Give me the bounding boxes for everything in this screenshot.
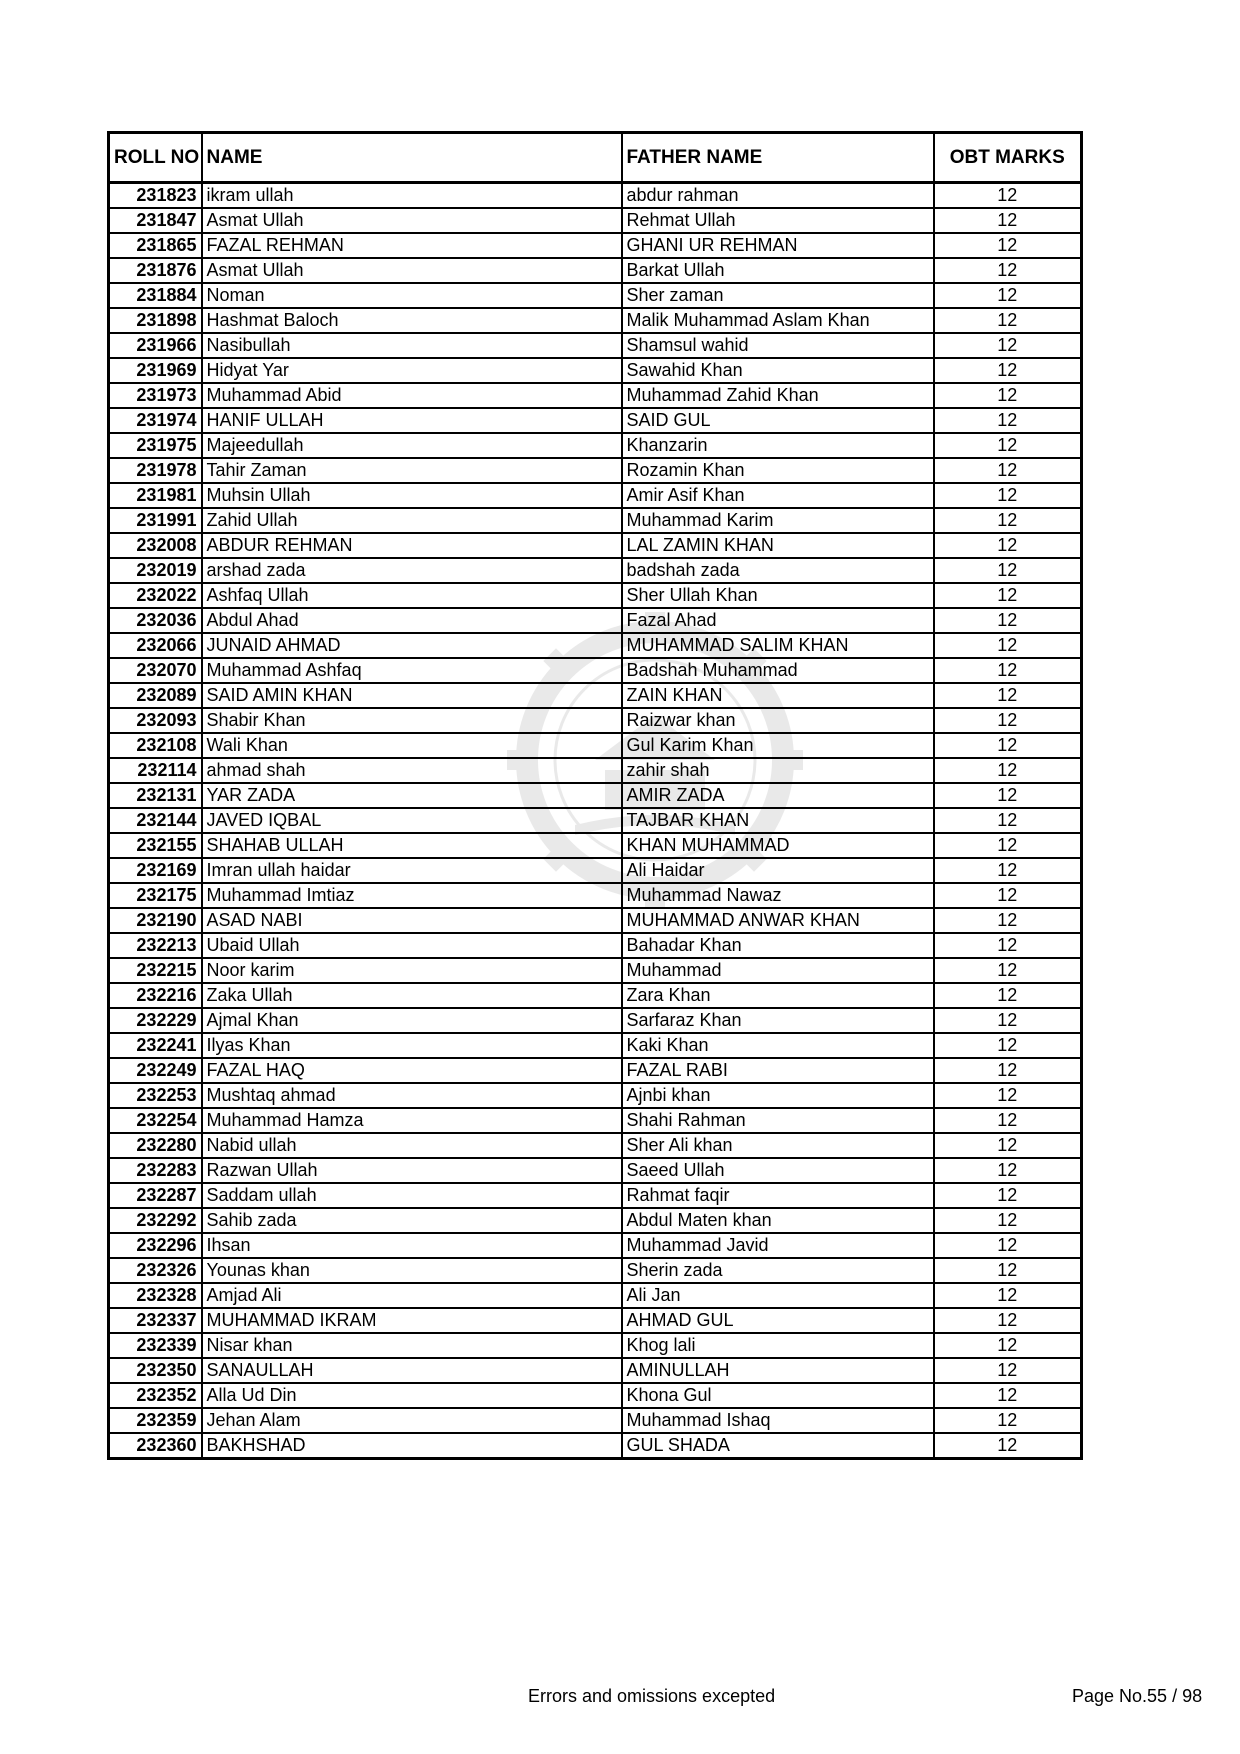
father-name-cell: Amir Asif Khan [622,483,934,508]
header-name: NAME [202,133,622,183]
father-name-cell: SAID GUL [622,408,934,433]
obt-marks-cell: 12 [934,883,1082,908]
obt-marks-cell: 12 [934,983,1082,1008]
table-row [109,658,1082,683]
header-obt-marks: OBT MARKS [934,133,1082,183]
obt-marks-cell: 12 [934,658,1082,683]
father-name-cell: AMINULLAH [622,1358,934,1383]
roll-no-cell: 231876 [109,258,202,283]
name-cell: Amjad Ali [202,1283,622,1308]
father-name-cell: MUHAMMAD ANWAR KHAN [622,908,934,933]
roll-no-cell: 232296 [109,1233,202,1258]
roll-no-cell: 231898 [109,308,202,333]
table-row [109,1233,1082,1258]
table-row [109,833,1082,858]
table-row [109,533,1082,558]
name-cell: FAZAL HAQ [202,1058,622,1083]
father-name-cell: Raizwar khan [622,708,934,733]
table-row [109,1133,1082,1158]
father-name-cell: Shahi Rahman [622,1108,934,1133]
father-name-cell: Rehmat Ullah [622,208,934,233]
obt-marks-cell: 12 [934,608,1082,633]
roll-no-cell: 231974 [109,408,202,433]
roll-no-cell: 232352 [109,1383,202,1408]
obt-marks-cell: 12 [934,708,1082,733]
roll-no-cell: 232283 [109,1158,202,1183]
name-cell: ASAD NABI [202,908,622,933]
roll-no-cell: 231975 [109,433,202,458]
name-cell: Zahid Ullah [202,508,622,533]
table-row [109,183,1082,209]
obt-marks-cell: 12 [934,1408,1082,1433]
roll-no-cell: 232326 [109,1258,202,1283]
roll-no-cell: 232114 [109,758,202,783]
father-name-cell: Muhammad Zahid Khan [622,383,934,408]
name-cell: Alla Ud Din [202,1383,622,1408]
roll-no-cell: 231847 [109,208,202,233]
table-row [109,433,1082,458]
name-cell: Nasibullah [202,333,622,358]
father-name-cell: MUHAMMAD SALIM KHAN [622,633,934,658]
roll-no-cell: 232108 [109,733,202,758]
header-father-name: FATHER NAME [622,133,934,183]
obt-marks-cell: 12 [934,1308,1082,1333]
table-row [109,1433,1082,1459]
obt-marks-cell: 12 [934,483,1082,508]
roll-no-cell: 232008 [109,533,202,558]
name-cell: Ilyas Khan [202,1033,622,1058]
father-name-cell: TAJBAR KHAN [622,808,934,833]
table-row [109,308,1082,333]
father-name-cell: AHMAD GUL [622,1308,934,1333]
table-row [109,1383,1082,1408]
name-cell: Younas khan [202,1258,622,1283]
table-row [109,983,1082,1008]
roll-no-cell: 231978 [109,458,202,483]
father-name-cell: Muhammad Karim [622,508,934,533]
obt-marks-cell: 12 [934,858,1082,883]
header-roll-no: ROLL NO [109,133,202,183]
father-name-cell: KHAN MUHAMMAD [622,833,934,858]
obt-marks-cell: 12 [934,558,1082,583]
father-name-cell: Kaki Khan [622,1033,934,1058]
results-table [107,131,1083,1460]
father-name-cell: Rozamin Khan [622,458,934,483]
obt-marks-cell: 12 [934,1208,1082,1233]
roll-no-cell: 232359 [109,1408,202,1433]
obt-marks-cell: 12 [934,683,1082,708]
name-cell: Shabir Khan [202,708,622,733]
father-name-cell: Sher Ullah Khan [622,583,934,608]
page-number: Page No.55 / 98 [1072,1686,1203,1706]
father-name-cell: Muhammad Nawaz [622,883,934,908]
obt-marks-cell: 12 [934,1183,1082,1208]
obt-marks-cell: 12 [934,733,1082,758]
name-cell: arshad zada [202,558,622,583]
name-cell: JUNAID AHMAD [202,633,622,658]
father-name-cell: Barkat Ullah [622,258,934,283]
father-name-cell: AMIR ZADA [622,783,934,808]
name-cell: Wali Khan [202,733,622,758]
table-row [109,208,1082,233]
obt-marks-cell: 12 [934,383,1082,408]
father-name-cell: zahir shah [622,758,934,783]
father-name-cell: Ajnbi khan [622,1083,934,1108]
father-name-cell: Sawahid Khan [622,358,934,383]
father-name-cell: Muhammad Javid [622,1233,934,1258]
roll-no-cell: 232337 [109,1308,202,1333]
obt-marks-cell: 12 [934,183,1082,209]
name-cell: Abdul Ahad [202,608,622,633]
roll-no-cell: 232022 [109,583,202,608]
roll-no-cell: 232215 [109,958,202,983]
roll-no-cell: 232019 [109,558,202,583]
obt-marks-cell: 12 [934,633,1082,658]
roll-no-cell: 232254 [109,1108,202,1133]
name-cell: Majeedullah [202,433,622,458]
table-row [109,1008,1082,1033]
name-cell: Muhammad Ashfaq [202,658,622,683]
father-name-cell: FAZAL RABI [622,1058,934,1083]
roll-no-cell: 232253 [109,1083,202,1108]
table-row [109,608,1082,633]
obt-marks-cell: 12 [934,1333,1082,1358]
obt-marks-cell: 12 [934,333,1082,358]
roll-no-cell: 232093 [109,708,202,733]
name-cell: Nisar khan [202,1333,622,1358]
table-row [109,1058,1082,1083]
roll-no-cell: 232360 [109,1433,202,1459]
obt-marks-cell: 12 [934,1058,1082,1083]
name-cell: Mushtaq ahmad [202,1083,622,1108]
roll-no-cell: 232131 [109,783,202,808]
table-row [109,358,1082,383]
footer-note: Errors and omissions excepted [528,1686,776,1706]
table-row [109,683,1082,708]
table-row [109,508,1082,533]
table-row [109,733,1082,758]
obt-marks-cell: 12 [934,1283,1082,1308]
father-name-cell: Sher Ali khan [622,1133,934,1158]
table-row [109,458,1082,483]
roll-no-cell: 232036 [109,608,202,633]
roll-no-cell: 232328 [109,1283,202,1308]
obt-marks-cell: 12 [934,783,1082,808]
obt-marks-cell: 12 [934,958,1082,983]
name-cell: ahmad shah [202,758,622,783]
name-cell: Muhammad Abid [202,383,622,408]
table-row [109,583,1082,608]
obt-marks-cell: 12 [934,1158,1082,1183]
obt-marks-cell: 12 [934,1008,1082,1033]
obt-marks-cell: 12 [934,808,1082,833]
name-cell: Noman [202,283,622,308]
table-row [109,633,1082,658]
father-name-cell: GHANI UR REHMAN [622,233,934,258]
obt-marks-cell: 12 [934,233,1082,258]
obt-marks-cell: 12 [934,283,1082,308]
roll-no-cell: 232070 [109,658,202,683]
name-cell: Muhammad Hamza [202,1108,622,1133]
father-name-cell: Khog lali [622,1333,934,1358]
name-cell: Muhammad Imtiaz [202,883,622,908]
table-row [109,408,1082,433]
roll-no-cell: 232249 [109,1058,202,1083]
roll-no-cell: 232292 [109,1208,202,1233]
obt-marks-cell: 12 [934,833,1082,858]
obt-marks-cell: 12 [934,208,1082,233]
name-cell: SHAHAB ULLAH [202,833,622,858]
obt-marks-cell: 12 [934,508,1082,533]
table-row [109,258,1082,283]
roll-no-cell: 232287 [109,1183,202,1208]
roll-no-cell: 231884 [109,283,202,308]
name-cell: BAKHSHAD [202,1433,622,1459]
obt-marks-cell: 12 [934,1433,1082,1459]
roll-no-cell: 232066 [109,633,202,658]
roll-no-cell: 232229 [109,1008,202,1033]
name-cell: YAR ZADA [202,783,622,808]
table-row [109,383,1082,408]
name-cell: Hidyat Yar [202,358,622,383]
name-cell: Saddam ullah [202,1183,622,1208]
table-row [109,1208,1082,1233]
father-name-cell: Sherin zada [622,1258,934,1283]
table-row [109,1108,1082,1133]
obt-marks-cell: 12 [934,433,1082,458]
table-header-row [109,133,1082,183]
roll-no-cell: 232213 [109,933,202,958]
table-row [109,933,1082,958]
name-cell: Sahib zada [202,1208,622,1233]
father-name-cell: GUL SHADA [622,1433,934,1459]
table-row [109,808,1082,833]
table-row [109,783,1082,808]
obt-marks-cell: 12 [934,1133,1082,1158]
father-name-cell: Khanzarin [622,433,934,458]
name-cell: Nabid ullah [202,1133,622,1158]
table-body [109,183,1082,1459]
table-row [109,1033,1082,1058]
father-name-cell: Badshah Muhammad [622,658,934,683]
table-row [109,1083,1082,1108]
table-row [109,1158,1082,1183]
table-row [109,333,1082,358]
name-cell: Ubaid Ullah [202,933,622,958]
name-cell: FAZAL REHMAN [202,233,622,258]
name-cell: ABDUR REHMAN [202,533,622,558]
table-row [109,958,1082,983]
table-row [109,708,1082,733]
father-name-cell: Gul Karim Khan [622,733,934,758]
obt-marks-cell: 12 [934,1358,1082,1383]
obt-marks-cell: 12 [934,1108,1082,1133]
table-row [109,883,1082,908]
roll-no-cell: 232169 [109,858,202,883]
father-name-cell: Shamsul wahid [622,333,934,358]
father-name-cell: Bahadar Khan [622,933,934,958]
name-cell: Razwan Ullah [202,1158,622,1183]
roll-no-cell: 232089 [109,683,202,708]
name-cell: SANAULLAH [202,1358,622,1383]
obt-marks-cell: 12 [934,1258,1082,1283]
name-cell: Asmat Ullah [202,258,622,283]
name-cell: Ihsan [202,1233,622,1258]
roll-no-cell: 231966 [109,333,202,358]
roll-no-cell: 232144 [109,808,202,833]
father-name-cell: Saeed Ullah [622,1158,934,1183]
obt-marks-cell: 12 [934,1033,1082,1058]
table-row [109,558,1082,583]
roll-no-cell: 231981 [109,483,202,508]
table-row [109,233,1082,258]
roll-no-cell: 231991 [109,508,202,533]
table-row [109,1408,1082,1433]
name-cell: Ajmal Khan [202,1008,622,1033]
name-cell: Noor karim [202,958,622,983]
father-name-cell: Ali Jan [622,1283,934,1308]
father-name-cell: Muhammad Ishaq [622,1408,934,1433]
name-cell: Muhsin Ullah [202,483,622,508]
roll-no-cell: 231973 [109,383,202,408]
name-cell: Zaka Ullah [202,983,622,1008]
obt-marks-cell: 12 [934,533,1082,558]
roll-no-cell: 232339 [109,1333,202,1358]
table-row [109,283,1082,308]
roll-no-cell: 231865 [109,233,202,258]
name-cell: SAID AMIN KHAN [202,683,622,708]
obt-marks-cell: 12 [934,1383,1082,1408]
name-cell: Hashmat Baloch [202,308,622,333]
name-cell: Asmat Ullah [202,208,622,233]
name-cell: Jehan Alam [202,1408,622,1433]
table-row [109,1283,1082,1308]
table-row [109,1183,1082,1208]
name-cell: HANIF ULLAH [202,408,622,433]
obt-marks-cell: 12 [934,458,1082,483]
obt-marks-cell: 12 [934,933,1082,958]
father-name-cell: Abdul Maten khan [622,1208,934,1233]
name-cell: JAVED IQBAL [202,808,622,833]
table-row [109,1308,1082,1333]
obt-marks-cell: 12 [934,308,1082,333]
name-cell: ikram ullah [202,183,622,209]
obt-marks-cell: 12 [934,1233,1082,1258]
name-cell: MUHAMMAD IKRAM [202,1308,622,1333]
table-row [109,1358,1082,1383]
roll-no-cell: 232280 [109,1133,202,1158]
name-cell: Imran ullah haidar [202,858,622,883]
roll-no-cell: 231823 [109,183,202,209]
father-name-cell: ZAIN KHAN [622,683,934,708]
name-cell: Ashfaq Ullah [202,583,622,608]
obt-marks-cell: 12 [934,908,1082,933]
obt-marks-cell: 12 [934,1083,1082,1108]
roll-no-cell: 232190 [109,908,202,933]
roll-no-cell: 232175 [109,883,202,908]
father-name-cell: Zara Khan [622,983,934,1008]
father-name-cell: Sher zaman [622,283,934,308]
roll-no-cell: 232216 [109,983,202,1008]
roll-no-cell: 232241 [109,1033,202,1058]
father-name-cell: badshah zada [622,558,934,583]
father-name-cell: Muhammad [622,958,934,983]
father-name-cell: LAL ZAMIN KHAN [622,533,934,558]
father-name-cell: Fazal Ahad [622,608,934,633]
obt-marks-cell: 12 [934,583,1082,608]
roll-no-cell: 232155 [109,833,202,858]
obt-marks-cell: 12 [934,358,1082,383]
name-cell: Tahir Zaman [202,458,622,483]
father-name-cell: Ali Haidar [622,858,934,883]
table-row [109,758,1082,783]
table-row [109,483,1082,508]
obt-marks-cell: 12 [934,758,1082,783]
roll-no-cell: 232350 [109,1358,202,1383]
father-name-cell: Khona Gul [622,1383,934,1408]
roll-no-cell: 231969 [109,358,202,383]
father-name-cell: Sarfaraz Khan [622,1008,934,1033]
table-row [109,1258,1082,1283]
father-name-cell: Malik Muhammad Aslam Khan [622,308,934,333]
table-row [109,908,1082,933]
obt-marks-cell: 12 [934,408,1082,433]
obt-marks-cell: 12 [934,258,1082,283]
table-row [109,858,1082,883]
table-row [109,1333,1082,1358]
father-name-cell: abdur rahman [622,183,934,209]
father-name-cell: Rahmat faqir [622,1183,934,1208]
